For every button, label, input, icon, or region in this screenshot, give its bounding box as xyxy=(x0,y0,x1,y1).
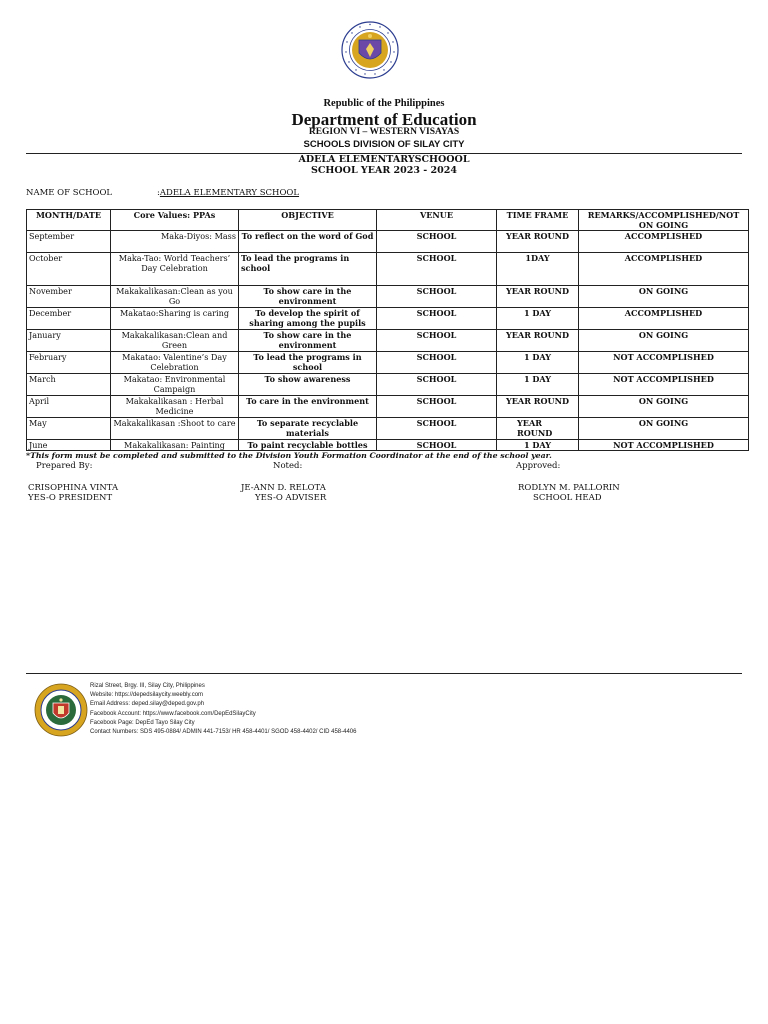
cell-venue: SCHOOL xyxy=(377,308,497,330)
cell-objective: To lead the programs in school xyxy=(239,352,377,374)
cell-objective: To paint recyclable bottles xyxy=(239,440,377,451)
prepared-role: YES-O PRESIDENT xyxy=(28,493,113,503)
cell-month: April xyxy=(27,396,111,418)
cell-month: June xyxy=(27,440,111,451)
cell-core: Makatao: Environmental Campaign xyxy=(111,374,239,396)
name-of-school-value xyxy=(157,188,299,198)
cell-month: May xyxy=(27,418,111,440)
cell-core: Makakalikasan: Painting xyxy=(111,440,239,451)
region-line: REGION VI – WESTERN VISAYAS xyxy=(308,127,460,137)
footer-facebook-account: Facebook Account: https://www.facebook.com/DepEdSilayCity xyxy=(90,710,256,717)
cell-venue: SCHOOL xyxy=(377,418,497,440)
cell-core: Maka-Diyos: Mass xyxy=(111,231,239,253)
cell-time-frame: YEAR ROUND xyxy=(497,286,579,308)
cell-remark: ON GOING xyxy=(579,286,749,308)
cell-core: Makakalikasan :Shoot to care xyxy=(111,418,239,440)
cell-core: Makatao: Valentine’s Day Celebration xyxy=(111,352,239,374)
name-of-school-label: NAME OF SCHOOL xyxy=(26,188,113,198)
school-name-title: ADELA ELEMENTARYSCHOOOL xyxy=(298,154,470,165)
division-line: SCHOOLS DIVISION OF SILAY CITY xyxy=(303,139,465,150)
table-row xyxy=(27,396,749,418)
footer-address: Rizal Street, Brgy. III, Silay City, Philippines xyxy=(90,683,205,689)
cell-remark: ON GOING xyxy=(579,330,749,352)
cell-remark: ACCOMPLISHED xyxy=(579,253,749,286)
cell-month: December xyxy=(27,308,111,330)
ppa-table xyxy=(26,209,749,451)
cell-objective: To show care in the environment xyxy=(239,330,377,352)
prepared-by-label: Prepared By: xyxy=(36,461,93,471)
cell-core: Makakalikasan:Clean as you Go xyxy=(111,286,239,308)
cell-month: November xyxy=(27,286,111,308)
cell-objective: To separate recyclable materials xyxy=(239,418,377,440)
cell-venue: SCHOOL xyxy=(377,286,497,308)
footer-contact-block xyxy=(90,682,356,737)
cell-venue: SCHOOL xyxy=(377,253,497,286)
cell-remark: ON GOING xyxy=(579,418,749,440)
header-remarks: REMARKS/ACCOMPLISHED/NOT ON GOING xyxy=(579,210,749,231)
republic-line: Republic of the Philippines xyxy=(323,98,445,109)
cell-remark: NOT ACCOMPLISHED xyxy=(579,440,749,451)
cell-venue: SCHOOL xyxy=(377,396,497,418)
approved-label: Approved: xyxy=(516,461,561,471)
cell-time-frame: YEAR ROUND xyxy=(497,418,579,440)
cell-month: January xyxy=(27,330,111,352)
cell-venue: SCHOOL xyxy=(377,440,497,451)
header-month: MONTH/DATE xyxy=(27,210,111,231)
department-title: Department of Education xyxy=(291,110,477,129)
cell-month: March xyxy=(27,374,111,396)
cell-time-frame: 1 DAY xyxy=(497,374,579,396)
header-time-frame: TIME FRAME xyxy=(497,210,579,231)
cell-remark: NOT ACCOMPLISHED xyxy=(579,374,749,396)
table-row xyxy=(27,352,749,374)
approved-role: SCHOOL HEAD xyxy=(533,493,602,503)
cell-objective: To lead the programs in school xyxy=(239,253,377,286)
cell-month: October xyxy=(27,253,111,286)
table-row xyxy=(27,286,749,308)
cell-objective: To reflect on the word of God xyxy=(239,231,377,253)
header-objective: OBJECTIVE xyxy=(239,210,377,231)
table-header-row xyxy=(27,210,749,231)
cell-time-frame: 1 DAY xyxy=(497,440,579,451)
school-year: SCHOOL YEAR 2023 - 2024 xyxy=(311,165,457,176)
cell-objective: To care in the environment xyxy=(239,396,377,418)
noted-name: JE-ANN D. RELOTA xyxy=(241,483,326,493)
cell-venue: SCHOOL xyxy=(377,352,497,374)
cell-remark: ACCOMPLISHED xyxy=(579,231,749,253)
footer-contact-numbers: Contact Numbers: SDS 495-0884/ ADMIN 441-7153/ HR 458-4401/ SGOD 458-4402/ CID 458-4406 xyxy=(90,729,357,736)
table-row xyxy=(27,418,749,440)
table-row xyxy=(27,253,749,286)
cell-core: Makatao:Sharing is caring xyxy=(111,308,239,330)
deped-seal-icon xyxy=(341,21,399,79)
cell-time-frame: 1 DAY xyxy=(497,308,579,330)
cell-objective: To show care in the environment xyxy=(239,286,377,308)
table-row xyxy=(27,308,749,330)
table-row xyxy=(27,330,749,352)
cell-time-frame: 1 DAY xyxy=(497,352,579,374)
cell-month: February xyxy=(27,352,111,374)
table-row xyxy=(27,231,749,253)
cell-venue: SCHOOL xyxy=(377,374,497,396)
footer-email: Email Address: deped.silay@deped.gov.ph xyxy=(90,701,205,708)
table-row xyxy=(27,374,749,396)
cell-time-frame: YEAR ROUND xyxy=(497,330,579,352)
cell-venue: SCHOOL xyxy=(377,330,497,352)
cell-remark: NOT ACCOMPLISHED xyxy=(579,352,749,374)
header-core-values: Core Values: PPAs xyxy=(111,210,239,231)
submission-note: *This form must be completed and submitted to the Division Youth Formation Coordinator at the end of the school year. xyxy=(26,451,552,460)
footer-facebook-page: Facebook Page: DepEd Tayo Silay City xyxy=(90,719,195,726)
footer-website: Website: https://depedsilaycity.weebly.com xyxy=(90,692,204,699)
header-venue: VENUE xyxy=(377,210,497,231)
prepared-name: CRISOPHINA VINTA xyxy=(28,483,119,493)
cell-time-frame: YEAR ROUND xyxy=(497,231,579,253)
cell-core: Makakalikasan : Herbal Medicine xyxy=(111,396,239,418)
cell-time-frame: YEAR ROUND xyxy=(497,396,579,418)
table-row xyxy=(27,440,749,451)
cell-remark: ON GOING xyxy=(579,396,749,418)
cell-remark: ACCOMPLISHED xyxy=(579,308,749,330)
noted-role: YES-O ADVISER xyxy=(255,493,327,503)
noted-label: Noted: xyxy=(273,461,303,471)
name-of-school-text: ADELA ELEMENTARY SCHOOL xyxy=(159,188,300,198)
name-of-school-colon: : xyxy=(157,188,160,198)
cell-venue: SCHOOL xyxy=(377,231,497,253)
cell-objective: To show awareness xyxy=(239,374,377,396)
cell-month: September xyxy=(27,231,111,253)
cell-objective: To develop the spirit of sharing among the pupils xyxy=(239,308,377,330)
division-seal-icon xyxy=(34,683,88,737)
cell-core: Maka-Tao: World Teachers’ Day Celebration xyxy=(111,253,239,286)
cell-core: Makakalikasan:Clean and Green xyxy=(111,330,239,352)
approved-name: RODLYN M. PALLORIN xyxy=(518,483,620,493)
cell-time-frame: 1DAY xyxy=(497,253,579,286)
footer-divider xyxy=(26,673,742,674)
